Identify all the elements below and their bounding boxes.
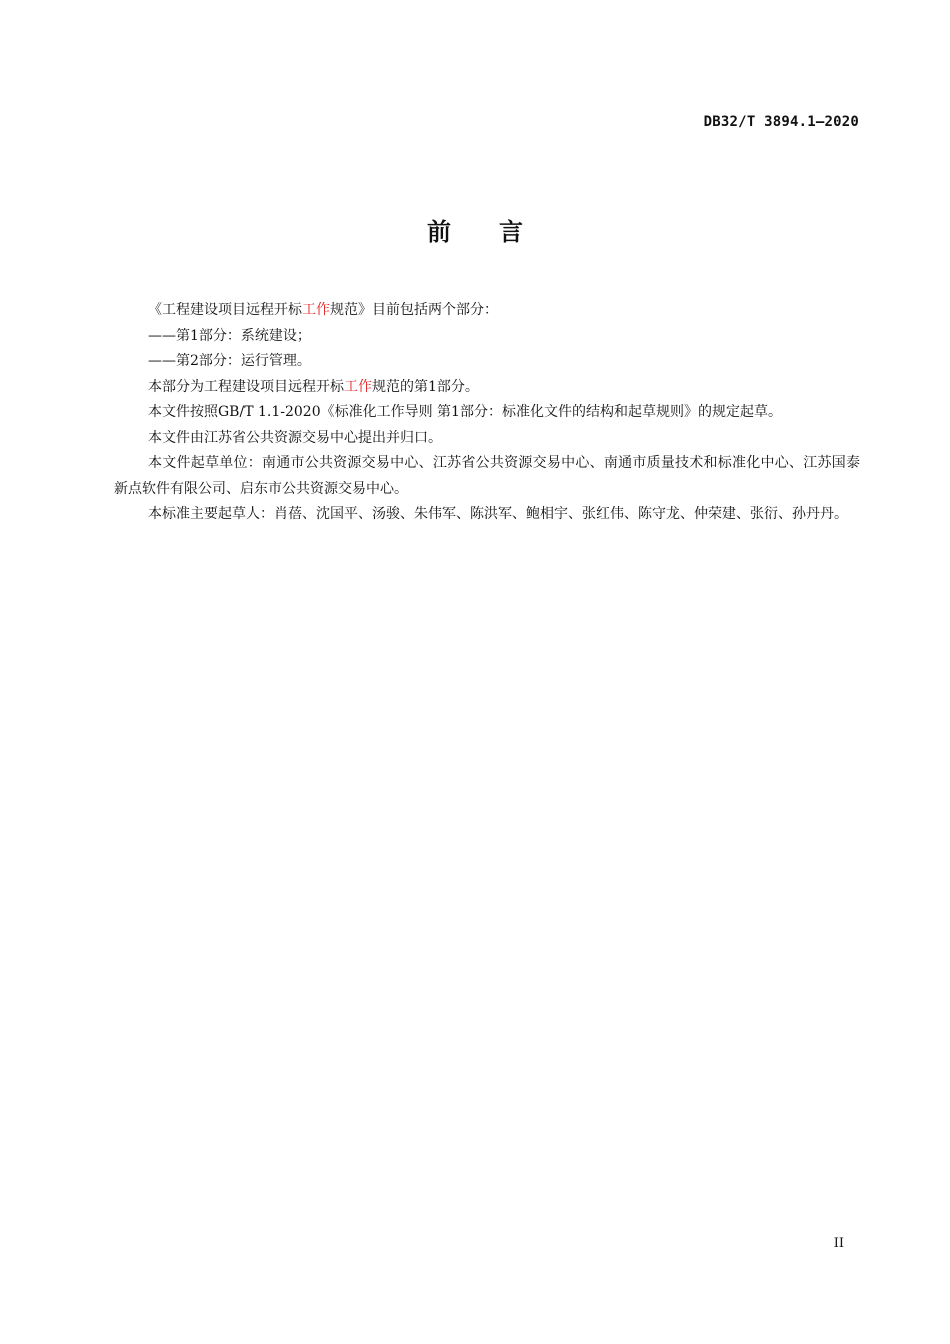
highlighted-text: 工作	[302, 302, 330, 318]
title-char-2: 言	[499, 218, 523, 246]
document-code: DB32/T 3894.1—2020	[703, 114, 859, 130]
paragraph-part-2: ——第2部分：运行管理。	[148, 353, 311, 369]
paragraph-parts-intro	[114, 298, 860, 324]
paragraph-drafting-units: 本文件起草单位：南通市公共资源交易中心、江苏省公共资源交易中心、南通市质量技术和标准化中心、江苏国泰新点软件有限公司、启东市公共资源交易中心。	[114, 455, 860, 497]
paragraph-text: 《工程建设项目远程开标	[148, 302, 302, 318]
page-title	[0, 212, 950, 247]
paragraph-part-1: ——第1部分：系统建设；	[148, 327, 311, 344]
paragraph-text: 规范》目前包括两个部分：	[330, 302, 498, 318]
page-number: II	[833, 1236, 844, 1251]
paragraph-proposer: 本文件由江苏省公共资源交易中心提出并归口。	[148, 429, 442, 446]
paragraph-drafting-rules: 本文件按照GB/T 1.1-2020《标准化工作导则 第1部分：标准化文件的结构和起草规则》的规定起草。	[148, 404, 782, 420]
highlighted-text: 工作	[344, 378, 372, 395]
foreword-body	[114, 298, 860, 528]
paragraph-drafters: 本标准主要起草人：肖蓓、沈国平、汤骏、朱伟军、陈洪军、鲍相宇、张红伟、陈守龙、仲荣建、张衍、孙丹丹。	[148, 506, 848, 522]
title-char-1: 前	[427, 218, 451, 246]
paragraph-text: 本部分为工程建设项目远程开标	[148, 378, 344, 395]
paragraph-this-part	[114, 375, 860, 401]
paragraph-text: 规范的第1部分。	[372, 378, 479, 395]
